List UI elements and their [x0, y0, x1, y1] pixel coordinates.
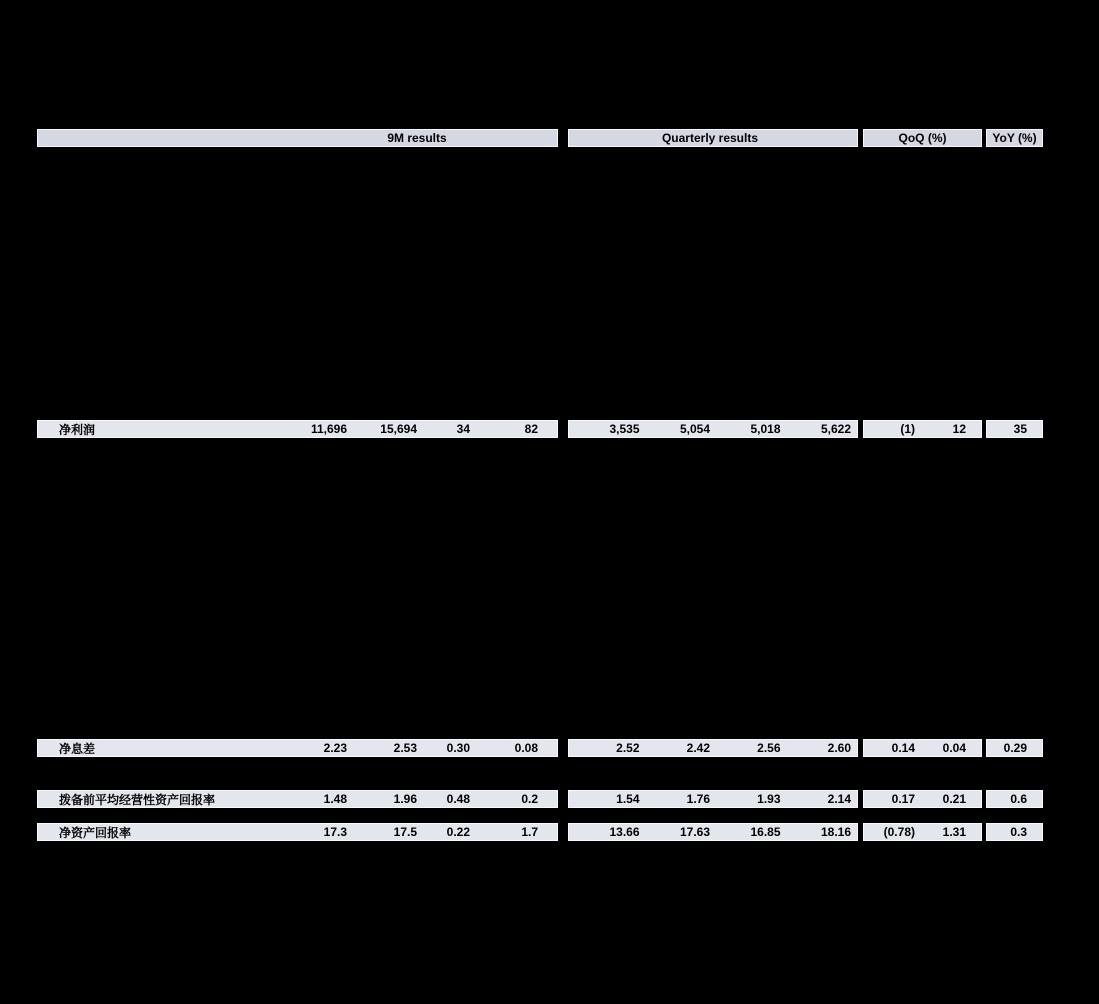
row-label: 拨备前平均经营性资产回报率 [59, 792, 216, 807]
row-quarterly-value-4: 2.14 [827, 792, 851, 806]
header-yoy-label: YoY (%) [992, 131, 1037, 145]
header-9m-results-label: 9M results [387, 131, 447, 145]
row-9m-value-2: 2.53 [393, 741, 417, 755]
row-quarterly-value-2: 17.63 [679, 825, 710, 839]
row-yoy-value: 0.29 [1003, 741, 1027, 755]
row-quarterly-value-2: 1.76 [686, 792, 710, 806]
row-quarterly-value-1: 1.54 [616, 792, 640, 806]
row-label: 净利润 [59, 422, 96, 437]
row-quarterly-band [568, 739, 858, 757]
row-qoq-value-2: 0.04 [942, 741, 966, 755]
row-label: 净资产回报率 [59, 825, 132, 840]
row-qoq-band [863, 790, 982, 808]
row-quarterly-value-1: 2.52 [616, 741, 640, 755]
row-yoy-band [986, 420, 1043, 438]
row-yoy-band [986, 739, 1043, 757]
row-label: 净息差 [59, 741, 96, 756]
row-9m-value-4: 82 [524, 422, 538, 436]
row-qoq-value-1: (0.78) [883, 825, 915, 839]
row-quarterly-value-2: 2.42 [686, 741, 710, 755]
row-quarterly-value-1: 3,535 [609, 422, 640, 436]
row-quarterly-band [568, 790, 858, 808]
row-9m-value-3: 0.48 [446, 792, 470, 806]
row-qoq-value-1: 0.17 [891, 792, 915, 806]
header-band-9m-results [37, 129, 558, 147]
row-9m-value-4: 0.08 [514, 741, 538, 755]
row-quarterly-value-3: 2.56 [757, 741, 781, 755]
row-9m-value-2: 17.5 [393, 825, 417, 839]
row-9m-value-3: 0.30 [446, 741, 470, 755]
row-quarterly-value-1: 13.66 [609, 825, 640, 839]
row-yoy-value: 0.6 [1010, 792, 1027, 806]
row-quarterly-band [568, 420, 858, 438]
row-9m-value-1: 2.23 [323, 741, 347, 755]
row-9m-value-1: 11,696 [310, 422, 347, 436]
row-qoq-band [863, 739, 982, 757]
row-qoq-value-2: 1.31 [942, 825, 966, 839]
row-9m-band [37, 739, 558, 757]
row-quarterly-value-3: 16.85 [750, 825, 781, 839]
row-9m-value-2: 15,694 [380, 422, 417, 436]
row-qoq-band [863, 823, 982, 841]
row-yoy-value: 35 [1013, 422, 1027, 436]
row-quarterly-value-4: 18.16 [820, 825, 851, 839]
row-quarterly-value-4: 5,622 [820, 422, 851, 436]
row-9m-value-3: 34 [456, 422, 470, 436]
header-qoq-label: QoQ (%) [898, 131, 947, 145]
row-qoq-value-2: 0.21 [942, 792, 966, 806]
header-band-quarterly-results [568, 129, 858, 147]
row-yoy-band [986, 790, 1043, 808]
row-qoq-value-1: 0.14 [891, 741, 915, 755]
row-qoq-value-1: (1) [900, 422, 915, 436]
row-quarterly-value-4: 2.60 [827, 741, 851, 755]
row-quarterly-value-2: 5,054 [679, 422, 710, 436]
header-band-qoq [863, 129, 982, 147]
row-yoy-band [986, 823, 1043, 841]
row-9m-band [37, 823, 558, 841]
row-9m-value-1: 1.48 [323, 792, 347, 806]
row-9m-value-1: 17.3 [323, 825, 347, 839]
row-9m-value-4: 1.7 [521, 825, 538, 839]
row-9m-value-3: 0.22 [446, 825, 470, 839]
row-qoq-value-2: 12 [952, 422, 966, 436]
row-qoq-band [863, 420, 982, 438]
row-9m-value-4: 0.2 [521, 792, 538, 806]
row-quarterly-value-3: 1.93 [757, 792, 781, 806]
row-9m-band [37, 790, 558, 808]
header-band-yoy [986, 129, 1043, 147]
row-9m-band [37, 420, 558, 438]
row-yoy-value: 0.3 [1010, 825, 1027, 839]
row-quarterly-value-3: 5,018 [750, 422, 781, 436]
row-quarterly-band [568, 823, 858, 841]
row-9m-value-2: 1.96 [393, 792, 417, 806]
header-quarterly-results-label: Quarterly results [661, 131, 759, 145]
